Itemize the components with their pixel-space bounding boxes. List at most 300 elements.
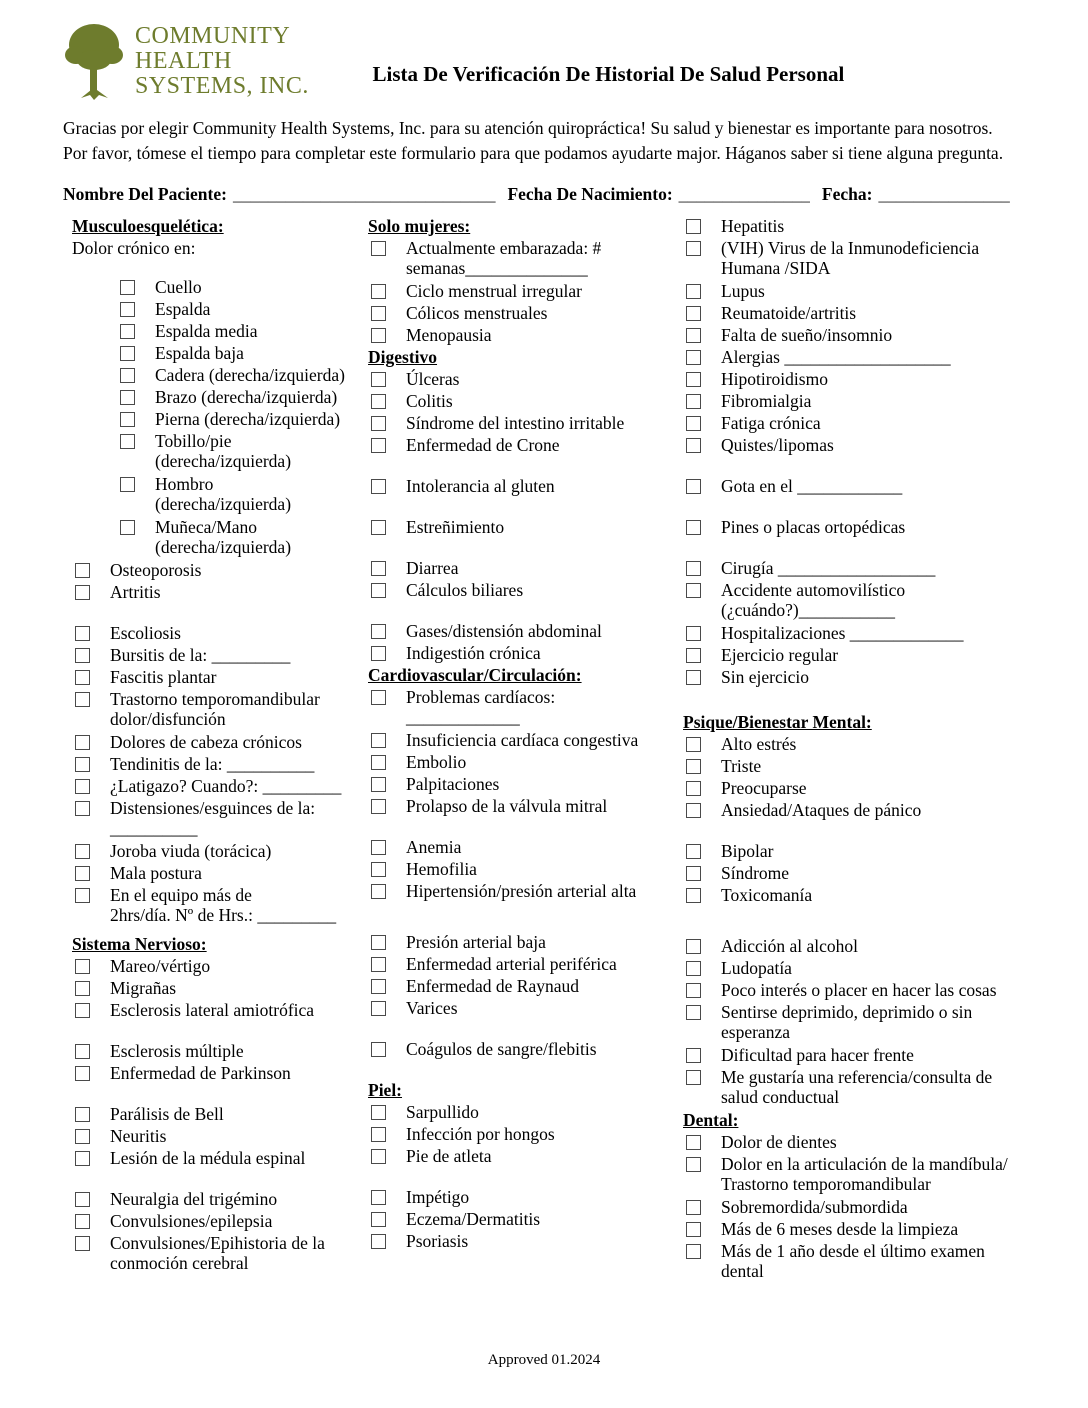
item-label	[110, 1232, 325, 1275]
checkbox[interactable]	[75, 959, 90, 974]
item-label	[406, 953, 617, 975]
spacer	[683, 456, 1028, 475]
checkbox[interactable]	[75, 1044, 90, 1059]
date-blank[interactable]: _______________	[878, 183, 1010, 204]
item-label-line1: Enfermedad arterial periférica	[406, 953, 617, 974]
spacer	[368, 1167, 683, 1186]
checkbox[interactable]	[686, 350, 701, 365]
checkbox[interactable]	[371, 733, 386, 748]
item-label	[406, 1123, 555, 1145]
section-heading: Sistema Nervioso:	[72, 933, 207, 954]
checkbox[interactable]	[120, 434, 135, 449]
checklist-item	[120, 364, 368, 386]
item-label-line1: Triste	[721, 755, 762, 776]
checkbox[interactable]	[686, 241, 701, 256]
checkbox[interactable]	[75, 866, 90, 881]
item-label-line1: Preocuparse	[721, 777, 807, 798]
item-label	[110, 1040, 244, 1062]
item-label-line1: Esclerosis lateral amiotrófica	[110, 999, 315, 1020]
item-label-line1: Quistes/lipomas	[721, 434, 834, 455]
item-label-line1: Más de 6 meses desde la limpieza	[721, 1218, 959, 1239]
item-label	[155, 516, 291, 559]
item-label-line1: Menopausia	[406, 324, 492, 345]
checklist-item	[686, 777, 1028, 799]
item-label	[406, 434, 560, 456]
checkbox[interactable]	[75, 1107, 90, 1122]
checklist-item	[371, 1038, 683, 1060]
checklist-item	[120, 430, 368, 473]
header	[63, 20, 1028, 102]
item-label-line1: Más de 1 año desde el último examen	[721, 1240, 985, 1261]
item-label	[155, 342, 244, 364]
checkbox[interactable]	[75, 1192, 90, 1207]
item-label	[406, 729, 638, 751]
checklist-item	[371, 620, 683, 642]
checkbox[interactable]	[686, 416, 701, 431]
spacer	[683, 906, 1028, 935]
item-label-line1: Enfermedad de Crone	[406, 434, 560, 455]
spacer	[72, 1169, 368, 1188]
checkbox[interactable]	[75, 1151, 90, 1166]
item-label-line2: conmoción cerebral	[110, 1252, 249, 1273]
item-label	[110, 731, 302, 753]
item-label-line1: Problemas cardíacos:	[406, 686, 556, 707]
item-label-line2: __________	[110, 817, 198, 838]
item-label-line1: Sin ejercicio	[721, 666, 809, 687]
item-label-line2: (derecha/izquierda)	[155, 450, 292, 471]
section-subtext: Dolor crónico en:	[72, 237, 196, 258]
checklist-item	[686, 733, 1028, 755]
checklist-item	[686, 799, 1028, 821]
item-label	[406, 773, 499, 795]
item-label-line1: Infección por hongos	[406, 1123, 555, 1144]
item-label-line1: (VIH) Virus de la Inmunodeficiencia	[721, 237, 980, 258]
checklist-item	[371, 579, 683, 601]
checkbox[interactable]	[371, 1001, 386, 1016]
checkbox[interactable]	[686, 759, 701, 774]
checkbox[interactable]	[686, 583, 701, 598]
item-label	[110, 1147, 305, 1169]
date-label: Fecha:	[821, 183, 873, 204]
checklist-item	[371, 751, 683, 773]
checkbox[interactable]	[371, 583, 386, 598]
item-label	[721, 1218, 958, 1240]
checkbox[interactable]	[371, 284, 386, 299]
item-label	[406, 1208, 540, 1230]
checkbox[interactable]	[371, 979, 386, 994]
checklist-item	[75, 1062, 368, 1084]
checkbox[interactable]	[371, 328, 386, 343]
item-label-line2: Humana /SIDA	[721, 257, 831, 278]
checklist-item	[686, 840, 1028, 862]
checkbox[interactable]	[686, 866, 701, 881]
checklist-item	[371, 1145, 683, 1167]
item-label-line1: Ansiedad/Ataques de pánico	[721, 799, 922, 820]
checkbox[interactable]	[75, 1214, 90, 1229]
checklist-item	[75, 884, 368, 927]
page-title: Lista De Verificación De Historial De Salud Personal	[372, 62, 845, 86]
item-label-line1: Anemia	[406, 836, 462, 857]
checkbox[interactable]	[686, 1005, 701, 1020]
checkbox[interactable]	[371, 690, 386, 705]
checklist-item	[371, 997, 683, 1019]
spacer	[683, 538, 1028, 557]
item-label	[406, 579, 523, 601]
item-label-line1: Enfermedad de Parkinson	[110, 1062, 291, 1083]
checkbox[interactable]	[686, 438, 701, 453]
checkbox[interactable]	[371, 957, 386, 972]
checkbox[interactable]	[120, 302, 135, 317]
item-label-line1: Gota en el ____________	[721, 475, 903, 496]
item-label	[721, 516, 905, 538]
item-label-line1: Hospitalizaciones _____________	[721, 622, 964, 643]
item-label-line1: Psoriasis	[406, 1230, 469, 1251]
checkbox[interactable]	[686, 328, 701, 343]
checkbox[interactable]	[120, 346, 135, 361]
checklist-item	[686, 475, 1028, 497]
item-label-line1: Muñeca/Mano	[155, 516, 258, 537]
checkbox[interactable]	[371, 241, 386, 256]
checkbox[interactable]	[120, 412, 135, 427]
item-label	[406, 1145, 492, 1167]
checkbox[interactable]	[686, 394, 701, 409]
item-label-line1: Joroba viuda (torácica)	[110, 840, 272, 861]
company-logo-text	[135, 24, 309, 99]
checklist-item	[75, 1125, 368, 1147]
item-label-line1: Migrañas	[110, 977, 177, 998]
checkbox[interactable]	[686, 520, 701, 535]
item-label	[721, 862, 789, 884]
checkbox[interactable]	[75, 779, 90, 794]
checkbox[interactable]	[120, 324, 135, 339]
item-label-line1: Síndrome del intestino irritable	[406, 412, 625, 433]
checkbox[interactable]	[75, 1003, 90, 1018]
item-label-line1: Esclerosis múltiple	[110, 1040, 244, 1061]
item-label-line1: Enfermedad de Raynaud	[406, 975, 579, 996]
item-label-line1: Pines o placas ortopédicas	[721, 516, 906, 537]
checkbox[interactable]	[371, 1212, 386, 1227]
checkbox[interactable]	[371, 438, 386, 453]
checkbox[interactable]	[75, 735, 90, 750]
item-label	[406, 836, 461, 858]
spacer	[368, 497, 683, 516]
checkbox[interactable]	[686, 306, 701, 321]
checklist-item	[686, 957, 1028, 979]
tree-icon	[63, 20, 125, 102]
checkbox[interactable]	[75, 563, 90, 578]
checklist-item	[371, 642, 683, 664]
item-label	[406, 412, 624, 434]
checkbox[interactable]	[371, 306, 386, 321]
item-label	[721, 957, 792, 979]
checklist-item	[686, 1131, 1028, 1153]
checklist-column-3	[683, 215, 1028, 1283]
item-label	[110, 977, 176, 999]
checkbox[interactable]	[75, 692, 90, 707]
item-label-line1: Neuritis	[110, 1125, 167, 1146]
approval-footer: Approved 01.2024	[487, 1352, 601, 1368]
item-label-line1: Insuficiencia cardíaca congestiva	[406, 729, 639, 750]
checklist-item	[75, 559, 368, 581]
checklist-item	[371, 302, 683, 324]
checkbox[interactable]	[75, 670, 90, 685]
checkbox[interactable]	[371, 1042, 386, 1057]
checkbox[interactable]	[120, 390, 135, 405]
checklist-item	[371, 412, 683, 434]
item-label	[406, 237, 601, 280]
item-label	[110, 666, 216, 688]
item-label	[155, 276, 202, 298]
checkbox[interactable]	[371, 777, 386, 792]
checklist-item	[686, 666, 1028, 688]
checklist-item	[686, 1240, 1028, 1283]
item-label-line1: Hemofilia	[406, 858, 477, 879]
checkbox[interactable]	[75, 585, 90, 600]
item-label	[721, 390, 811, 412]
item-label-line1: Cuello	[155, 276, 202, 297]
item-label-line1: En el equipo más de	[110, 884, 252, 905]
item-label-line1: Colitis	[406, 390, 453, 411]
patient-info-row	[63, 184, 1028, 205]
item-label	[110, 955, 210, 977]
checklist-item	[75, 797, 368, 840]
checkbox[interactable]	[75, 888, 90, 903]
item-label	[721, 1001, 972, 1044]
checklist-item	[75, 581, 368, 603]
checklist-item	[75, 644, 368, 666]
checklist-item	[371, 237, 683, 280]
checkbox[interactable]	[371, 935, 386, 950]
item-label-line2: _____________	[406, 706, 520, 727]
spacer	[683, 821, 1028, 840]
item-label	[721, 733, 796, 755]
checklist-item	[75, 666, 368, 688]
checkbox[interactable]	[371, 561, 386, 576]
checklist-item	[371, 390, 683, 412]
checklist-item	[686, 412, 1028, 434]
item-label-line2: semanas______________	[406, 257, 588, 278]
item-label	[406, 686, 555, 729]
checkbox[interactable]	[371, 372, 386, 387]
item-label	[721, 412, 821, 434]
item-label	[110, 862, 202, 884]
item-label	[721, 884, 812, 906]
checkbox[interactable]	[371, 884, 386, 899]
item-label	[155, 386, 337, 408]
checkbox[interactable]	[75, 648, 90, 663]
checkbox[interactable]	[371, 1149, 386, 1164]
item-label-line1: Neuralgia del trigémino	[110, 1188, 278, 1209]
item-label-line1: Accidente automovilístico	[721, 579, 906, 600]
item-label-line1: Tendinitis de la: __________	[110, 753, 315, 774]
checkbox[interactable]	[371, 479, 386, 494]
checkbox[interactable]	[686, 983, 701, 998]
checkbox[interactable]	[686, 781, 701, 796]
item-label-line1: Ludopatía	[721, 957, 792, 978]
checkbox[interactable]	[686, 1244, 701, 1259]
checkbox[interactable]	[371, 1127, 386, 1142]
checkbox[interactable]	[371, 416, 386, 431]
item-label-line1: Sobremordida/submordida	[721, 1196, 908, 1217]
checklist-item	[686, 302, 1028, 324]
spacer	[368, 1019, 683, 1038]
item-label	[155, 473, 291, 516]
checklist-item	[686, 434, 1028, 456]
checkbox[interactable]	[371, 1190, 386, 1205]
checkbox[interactable]	[120, 368, 135, 383]
checkbox[interactable]	[75, 1066, 90, 1081]
item-label-line1: Lupus	[721, 280, 765, 301]
checklist-item	[686, 1153, 1028, 1196]
patient-name-blank[interactable]: ______________________________	[232, 183, 496, 204]
item-label-line1: Adicción al alcohol	[721, 935, 859, 956]
item-label	[721, 557, 935, 579]
checklist-item	[686, 579, 1028, 622]
checklist-item	[371, 324, 683, 346]
checkbox[interactable]	[371, 1234, 386, 1249]
checkbox[interactable]	[686, 219, 701, 234]
item-label	[406, 390, 453, 412]
item-label	[721, 666, 809, 688]
item-label-line1: Embolio	[406, 751, 467, 772]
checkbox[interactable]	[686, 284, 701, 299]
item-label	[721, 237, 979, 280]
checkbox[interactable]	[120, 477, 135, 492]
item-label-line1: Fibromialgia	[721, 390, 812, 411]
item-label-line2: Trastorno temporomandibular	[721, 1173, 931, 1194]
checklist-item	[75, 1188, 368, 1210]
item-label-line1: Hipertensión/presión arterial alta	[406, 880, 637, 901]
section-heading: Dental:	[683, 1109, 739, 1130]
checkbox[interactable]	[75, 626, 90, 641]
checkbox[interactable]	[371, 624, 386, 639]
checkbox[interactable]	[686, 372, 701, 387]
checklist-item	[371, 953, 683, 975]
item-label-line1: Dificultad para hacer frente	[721, 1044, 914, 1065]
checkbox[interactable]	[686, 737, 701, 752]
checkbox[interactable]	[371, 862, 386, 877]
item-label	[155, 364, 345, 386]
item-label	[721, 935, 858, 957]
checkbox[interactable]	[371, 520, 386, 535]
item-label-line1: Indigestión crónica	[406, 642, 541, 663]
item-label	[110, 840, 271, 862]
item-label-line1: Presión arterial baja	[406, 931, 546, 952]
checkbox[interactable]	[686, 626, 701, 641]
item-label-line1: Diarrea	[406, 557, 459, 578]
checklist-item	[371, 368, 683, 390]
logo-line-1: COMMUNITY	[135, 23, 291, 49]
item-label	[406, 858, 477, 880]
item-label-line1: Alergias ___________________	[721, 346, 951, 367]
checkbox[interactable]	[371, 840, 386, 855]
checkbox[interactable]	[371, 394, 386, 409]
checklist-item	[120, 408, 368, 430]
checkbox[interactable]	[120, 520, 135, 535]
checkbox[interactable]	[686, 479, 701, 494]
checklist-item	[371, 836, 683, 858]
section-heading: Psique/Bienestar Mental:	[683, 711, 872, 732]
item-label	[110, 644, 290, 666]
item-label-line2: (derecha/izquierda)	[155, 536, 292, 557]
item-label-line1: Lesión de la médula espinal	[110, 1147, 306, 1168]
item-label-line1: Espalda	[155, 298, 211, 319]
item-label-line1: Reumatoide/artritis	[721, 302, 857, 323]
checkbox[interactable]	[686, 1135, 701, 1150]
item-label-line1: Gases/distensión abdominal	[406, 620, 602, 641]
checkbox[interactable]	[686, 1070, 701, 1085]
checkbox[interactable]	[120, 280, 135, 295]
checkbox[interactable]	[75, 801, 90, 816]
item-label	[406, 975, 579, 997]
item-label	[406, 620, 602, 642]
item-label	[721, 280, 765, 302]
checkbox[interactable]	[371, 799, 386, 814]
checkbox[interactable]	[686, 939, 701, 954]
checklist-item	[371, 1123, 683, 1145]
checklist-item	[371, 858, 683, 880]
checkbox[interactable]	[686, 648, 701, 663]
checkbox[interactable]	[686, 961, 701, 976]
checkbox[interactable]	[371, 1105, 386, 1120]
checklist-item	[371, 773, 683, 795]
item-label	[110, 1210, 272, 1232]
checkbox[interactable]	[75, 1129, 90, 1144]
item-label	[406, 302, 547, 324]
item-label-line1: Pierna (derecha/izquierda)	[155, 408, 341, 429]
checkbox[interactable]	[686, 670, 701, 685]
checkbox[interactable]	[75, 844, 90, 859]
checkbox[interactable]	[686, 888, 701, 903]
item-label-line2: dental	[721, 1260, 764, 1281]
item-label	[155, 320, 258, 342]
checklist-item	[75, 731, 368, 753]
checkbox[interactable]	[686, 1048, 701, 1063]
checklist-item	[371, 1208, 683, 1230]
patient-name-label: Nombre Del Paciente:	[63, 183, 227, 204]
checkbox[interactable]	[371, 755, 386, 770]
checkbox[interactable]	[686, 803, 701, 818]
checklist-item	[686, 862, 1028, 884]
item-label	[110, 1062, 291, 1084]
item-label	[721, 324, 892, 346]
checklist	[63, 215, 1028, 1283]
item-label	[406, 324, 492, 346]
birth-date-label: Fecha De Nacimiento:	[507, 183, 673, 204]
checkbox[interactable]	[686, 1222, 701, 1237]
checkbox[interactable]	[686, 1157, 701, 1172]
checkbox[interactable]	[75, 981, 90, 996]
section-heading: Digestivo	[368, 346, 438, 367]
checkbox[interactable]	[75, 1236, 90, 1251]
checkbox[interactable]	[686, 844, 701, 859]
checkbox[interactable]	[371, 646, 386, 661]
spacer	[72, 1084, 368, 1103]
checkbox[interactable]	[75, 757, 90, 772]
item-label-line1: Impétigo	[406, 1186, 470, 1207]
logo-line-3: SYSTEMS, INC.	[135, 73, 309, 99]
item-label-line1: Toxicomanía	[721, 884, 813, 905]
item-label	[721, 368, 828, 390]
checkbox[interactable]	[686, 1200, 701, 1215]
birth-date-blank[interactable]: _______________	[678, 183, 810, 204]
checklist-item	[371, 975, 683, 997]
checklist-item	[686, 1001, 1028, 1044]
checklist-item	[371, 434, 683, 456]
item-label-line2: 2hrs/día. Nº de Hrs.: _________	[110, 904, 337, 925]
checkbox[interactable]	[686, 561, 701, 576]
section-heading: Piel:	[368, 1079, 403, 1100]
